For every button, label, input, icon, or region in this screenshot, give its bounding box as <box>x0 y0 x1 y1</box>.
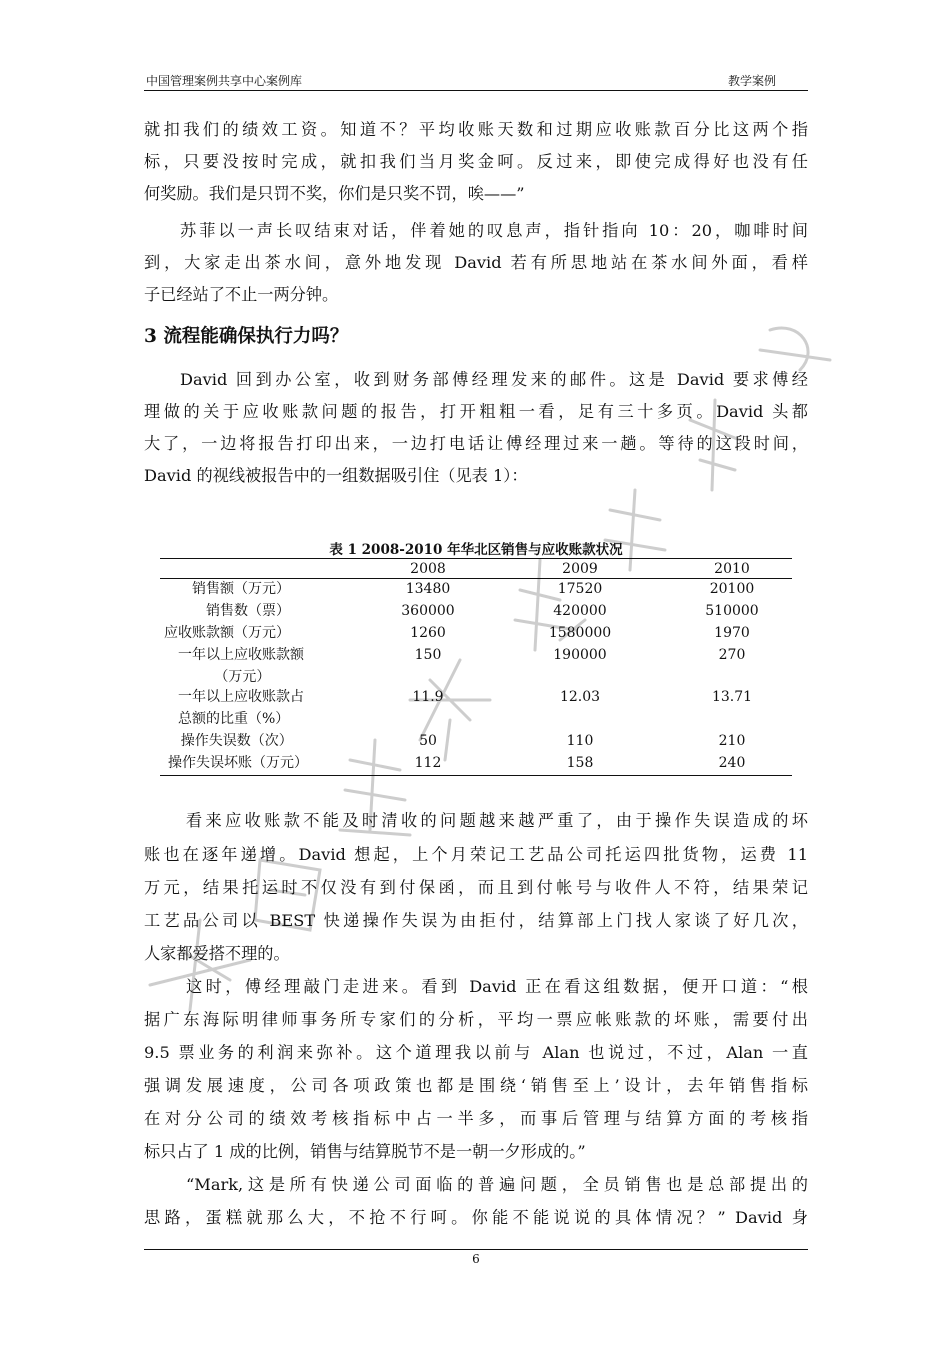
paragraph-line: David 的视线被报告中的一组数据吸引住（见表 1）： <box>144 466 528 485</box>
paragraph-line: 何奖励。我们是只罚不奖，你们是只奖不罚，唉——” <box>144 184 525 203</box>
paragraph-line: 这时，傅经理敲门走进来。看到 David 正在看这组数据，便开口道：“根 <box>186 977 808 996</box>
table-cell: 17520 <box>557 581 603 597</box>
table-header-2008: 2008 <box>410 561 446 577</box>
table-row-label: 操作失误坏账（万元） <box>168 755 308 771</box>
table-cell: 270 <box>718 647 746 663</box>
footer-rule <box>144 1249 808 1250</box>
paragraph-line: 工艺品公司以 BEST 快递操作失误为由拒付，结算部上门找人家谈了好几次， <box>144 911 808 930</box>
paragraph-line: 子已经站了不止一两分钟。 <box>144 285 339 304</box>
table-row-label: 应收账款额（万元） <box>164 625 290 641</box>
paragraph-line: 9.5 票业务的利润来弥补。这个道理我以前与 Alan 也说过，不过，Alan 一直 <box>144 1043 808 1062</box>
paragraph-line: David 回到办公室，收到财务部傅经理发来的邮件。这是 David 要求傅经 <box>180 370 808 389</box>
table-row-label: 操作失误数（次） <box>180 733 293 749</box>
paragraph-line: 万元，结果托运时不仅没有到付保函，而且到付帐号与收件人不符，结果荣记 <box>144 878 808 897</box>
header-right: 教学案例 <box>727 74 776 88</box>
table-row-label: 一年以上应收账款占 <box>178 689 304 705</box>
header-rule <box>144 90 808 91</box>
table-cell: 20100 <box>709 581 755 597</box>
table-row-label: 销售数（票） <box>206 603 290 619</box>
table-cell: 112 <box>414 755 442 771</box>
paragraph-line: 到，大家走出茶水间，意外地发现 David 若有所思地站在茶水间外面，看样 <box>144 253 808 272</box>
header-left: 中国管理案例共享中心案例库 <box>146 74 303 88</box>
paragraph-line: 标，只要没按时完成，就扣我们当月奖金呵。反过来，即使完成得好也没有任 <box>144 152 808 171</box>
paragraph-line: “Mark,这是所有快递公司面临的普遍问题，全员销售也是总部提出的 <box>186 1175 808 1194</box>
table-cell: 240 <box>718 755 746 771</box>
table-row-label: 销售额（万元） <box>192 581 290 597</box>
table-cell: 210 <box>718 733 746 749</box>
paragraph-line: 理做的关于应收账款问题的报告，打开粗粗一看，足有三十多页。David 头都 <box>144 402 808 421</box>
paragraph-line: 在对分公司的绩效考核指标中占一半多，而事后管理与结算方面的考核指 <box>144 1109 808 1128</box>
table-cell: 12.03 <box>559 689 601 705</box>
table-cell: 13.71 <box>711 689 753 705</box>
table-row-label-cont: 总额的比重（%） <box>178 711 290 727</box>
paragraph-line: 标只占了 1 成的比例，销售与结算脱节不是一朝一夕形成的。” <box>144 1142 586 1161</box>
table-cell: 360000 <box>401 603 455 619</box>
table-cell: 110 <box>566 733 594 749</box>
section-title: 3 流程能确保执行力吗？ <box>144 326 349 347</box>
paragraph-line: 强调发展速度，公司各项政策也都是围绕‘销售至上’设计，去年销售指标 <box>144 1076 808 1095</box>
paragraph-line: 人家都爱搭不理的。 <box>144 944 290 963</box>
table-cell: 1260 <box>410 625 446 641</box>
table-cell: 11.9 <box>412 689 444 705</box>
paragraph-line: 就扣我们的绩效工资。知道不？平均收账天数和过期应收账款百分比这两个指 <box>144 120 808 139</box>
paragraph-line: 苏菲以一声长叹结束对话，伴着她的叹息声，指针指向 10：20，咖啡时间 <box>180 221 808 240</box>
paragraph-line: 思路，蛋糕就那么大，不抢不行呵。你能不能说说的具体情况？” David 身 <box>144 1208 808 1227</box>
table-cell: 1970 <box>714 625 750 641</box>
paragraph-line: 看来应收账款不能及时清收的问题越来越严重了，由于操作失误造成的坏 <box>186 811 808 830</box>
table-cell: 190000 <box>553 647 607 663</box>
paragraph-line: 据广东海际明律师事务所专家们的分析，平均一票应帐账款的坏账，需要付出 <box>144 1010 808 1029</box>
table-caption: 表 1 2008-2010 年华北区销售与应收账款状况 <box>329 542 623 558</box>
table-cell: 510000 <box>705 603 759 619</box>
table-cell: 13480 <box>405 581 451 597</box>
table-cell: 150 <box>414 647 442 663</box>
page-number: 6 <box>472 1252 480 1266</box>
table-header-2010: 2010 <box>714 561 750 577</box>
paragraph-line: 账也在逐年递增。David 想起，上个月荣记工艺品公司托运四批货物，运费 11 <box>144 845 808 864</box>
table-row-label-cont: （万元） <box>214 669 271 685</box>
table-cell: 1580000 <box>548 625 612 641</box>
table-cell: 420000 <box>553 603 607 619</box>
table-cell: 158 <box>566 755 594 771</box>
table-bottom-rule <box>160 775 792 776</box>
table-header-2009: 2009 <box>562 561 598 577</box>
paragraph-line: 大了，一边将报告打印出来，一边打电话让傅经理过来一趟。等待的这段时间， <box>144 434 808 453</box>
table-cell: 50 <box>419 733 437 749</box>
table-row-label: 一年以上应收账款额 <box>178 647 304 663</box>
